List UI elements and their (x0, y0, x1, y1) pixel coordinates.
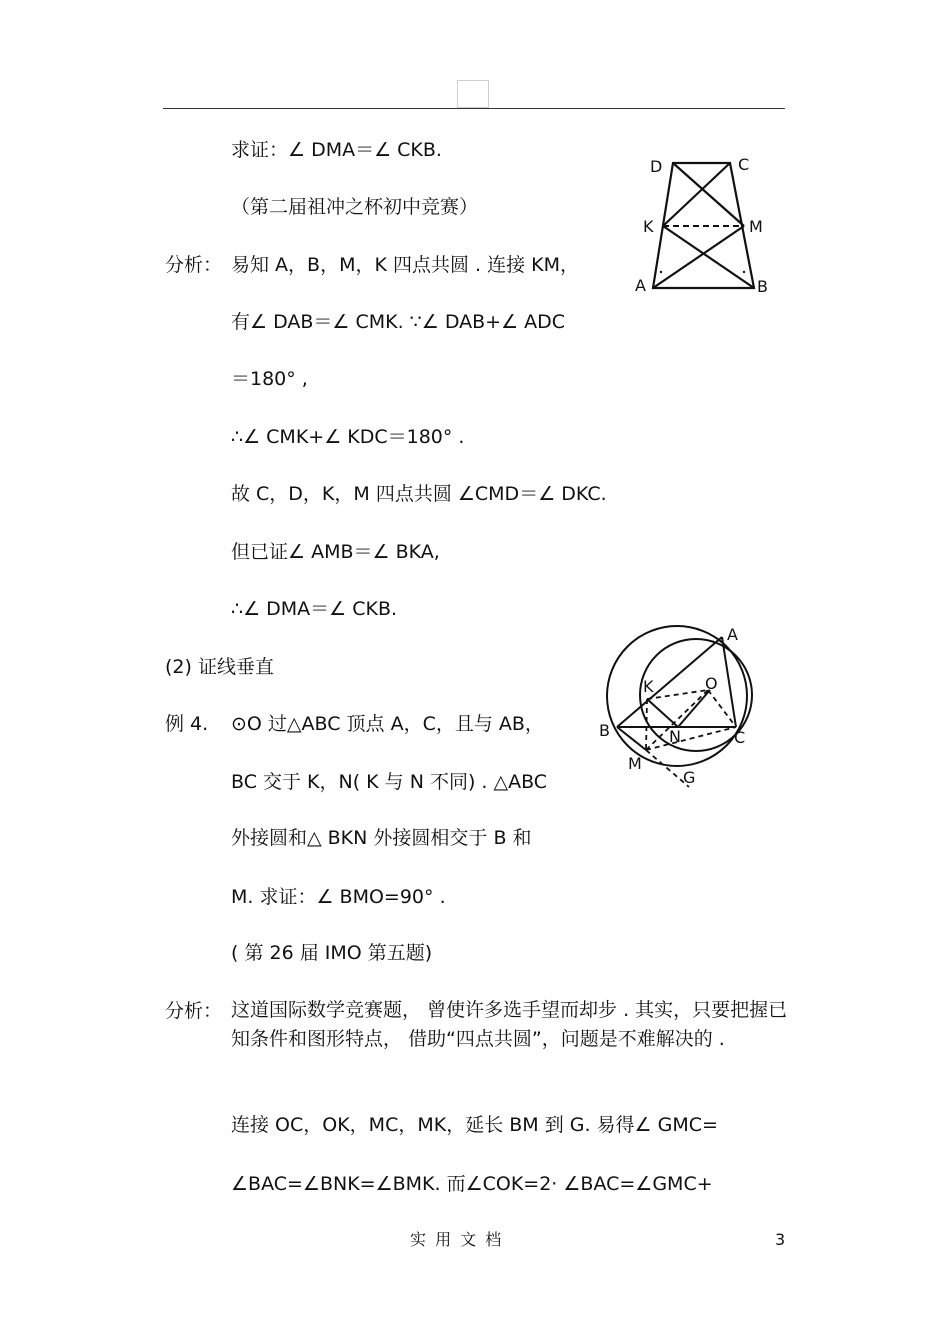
text-line: BC 交于 K，N( K 与 N 不同) . △ABC (231, 771, 548, 793)
text-line: 故 C，D，K，M 四点共圆 ∠CMD＝∠ DKC. (231, 483, 607, 505)
analysis-label: 分析： (165, 254, 223, 276)
trapezoid-figure (630, 150, 780, 300)
text-line: M. 求证：∠ BMO=90° . (231, 886, 446, 908)
analysis-label: 分析： (165, 1000, 223, 1022)
point-label-b: B (757, 277, 768, 296)
text-line: ＝180° , (231, 368, 308, 390)
text-line: 有∠ DAB＝∠ CMK. ∵∠ DAB+∠ ADC (231, 311, 566, 333)
text-line: ∴∠ CMK+∠ KDC＝180° . (231, 426, 465, 448)
section-heading: (2) 证线垂直 (165, 656, 274, 678)
point-label-c: C (734, 728, 746, 747)
point-label-a: A (727, 625, 738, 644)
text-line: 求证：∠ DMA＝∠ CKB. (231, 139, 442, 161)
text-line: ⊙O 过△ABC 顶点 A，C，且与 AB， (231, 713, 544, 735)
text-line: （第二届祖冲之杯初中竞赛） (231, 196, 479, 218)
point-label-k: K (643, 677, 654, 696)
point-label-k: K (643, 217, 654, 236)
text-line: ∴∠ DMA＝∠ CKB. (231, 598, 398, 620)
paragraph: 这道国际数学竞赛题， 曾使许多选手望而却步 . 其实，只要把握已知条件和图形特点， 借助“四点共圆”，问题是不难解决的 . (231, 999, 788, 1050)
header-rule (163, 108, 785, 109)
text-line: ∠BAC=∠BNK=∠BMK. 而∠COK=2· ∠BAC=∠GMC+ (231, 1173, 713, 1195)
header-box (457, 80, 489, 108)
point-label-n: N (669, 727, 681, 746)
point-label-o: O (705, 674, 718, 693)
text-line: 外接圆和△ BKN 外接圆相交于 B 和 (231, 827, 532, 849)
footer-title: 实 用 文 档 (410, 1230, 504, 1249)
text-line: 连接 OC，OK，MC，MK，延长 BM 到 G. 易得∠ GMC= (231, 1114, 718, 1136)
text-line: ( 第 26 届 IMO 第五题) (231, 942, 433, 964)
point-label-g: G (683, 768, 696, 787)
point-label-b: B (599, 721, 610, 740)
point-label-a: A (635, 276, 646, 295)
point-label-m: M (749, 217, 763, 236)
page-number: 3 (775, 1230, 786, 1249)
point-label-d: D (650, 157, 663, 176)
point-label-c: C (738, 155, 750, 174)
example-label: 例 4. (165, 713, 209, 735)
circles-figure (595, 620, 765, 790)
text-line: 易知 A，B，M，K 四点共圆 . 连接 KM， (231, 254, 579, 276)
text-line: 但已证∠ AMB＝∠ BKA, (231, 541, 440, 563)
point-label-m: M (628, 754, 642, 773)
